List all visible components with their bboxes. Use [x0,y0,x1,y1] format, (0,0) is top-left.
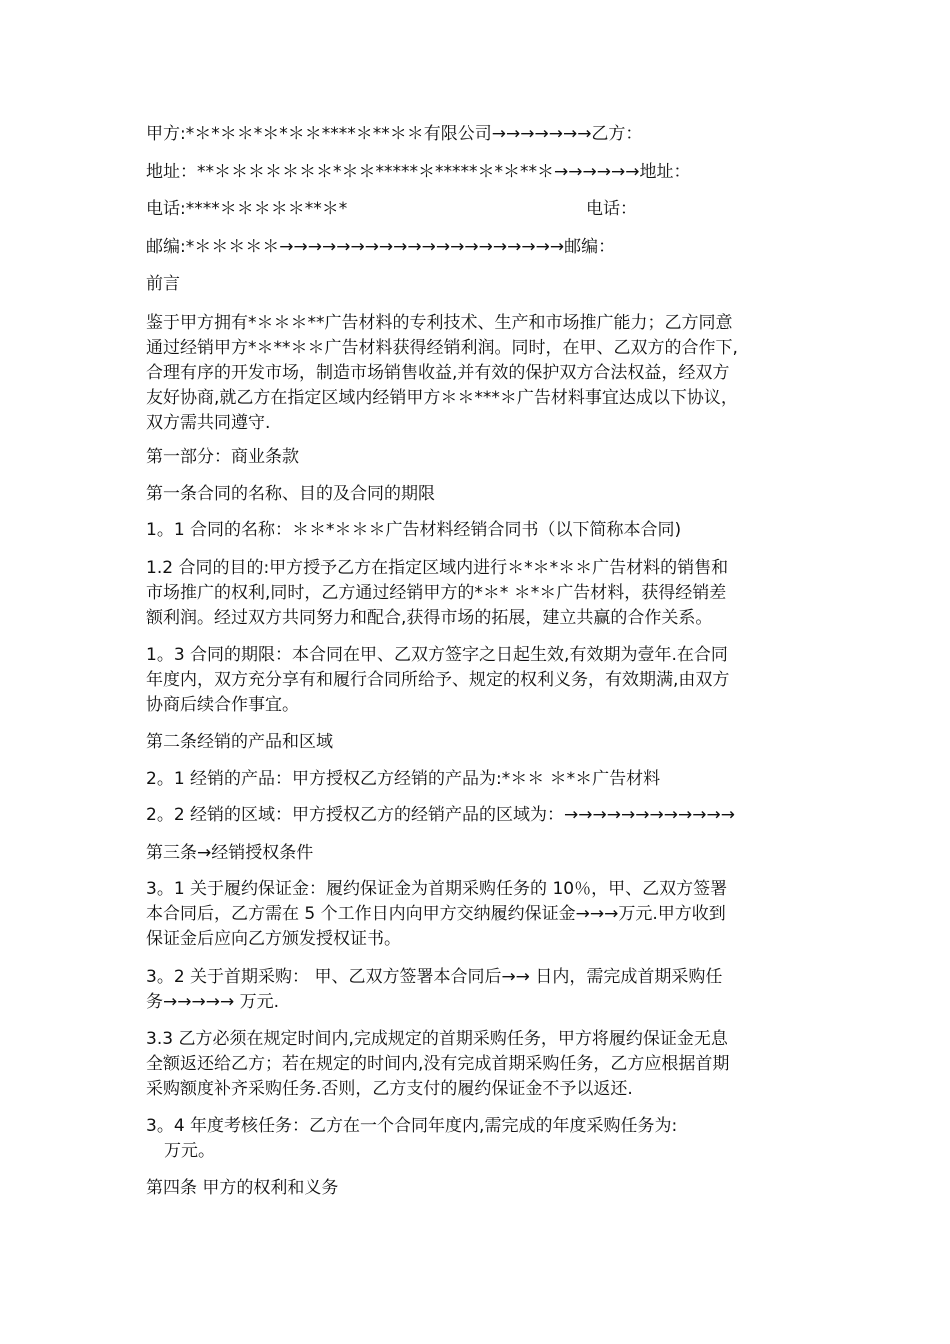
phone-left: 电话:****＊＊＊＊＊**＊* [146,199,348,219]
clause-line: 协商后续合作事宜。 [146,695,299,715]
clause-2-2: 2。2 经销的区域：甲方授权乙方的经销产品的区域为：→→→→→→→→→→→→ [146,805,735,825]
clause-line: 额利润。经过双方共同努力和配合,获得市场的拓展，建立共赢的合作关系。 [146,608,713,628]
clause-line: 3.3 乙方必须在规定时间内,完成规定的首期采购任务，甲方将履约保证金无息 [146,1029,728,1049]
clause-line: 务→→→→→ 万元. [146,992,280,1012]
article3-title: 第三条→经销授权条件 [146,843,314,863]
article4-title: 第四条 甲方的权利和义务 [146,1178,339,1198]
clause-line: 年度内，双方充分享有和履行合同所给予、规定的权利义务，有效期满,由双方 [146,670,730,690]
clause-1-2 [146,556,808,631]
preface-paragraph [146,311,808,436]
clause-line: 万元。 [164,1141,215,1161]
clause-line: 保证金后应向乙方颁发授权证书。 [146,929,401,949]
clause-3-3 [146,1027,808,1102]
preface-line: 双方需共同遵守. [146,413,271,433]
preface-line: 通过经销甲方*＊**＊＊广告材料获得经销利润。同时，在甲、乙双方的合作下, [146,338,738,358]
party-a-line: 甲方:*＊*＊＊*＊*＊＊****＊**＊＊有限公司→→→→→→→乙方： [146,124,643,144]
clause-line: 全额返还给乙方；若在规定的时间内,没有完成首期采购任务，乙方应根据首期 [146,1054,730,1074]
clause-line: 3。1 关于履约保证金：履约保证金为首期采购任务的 10％，甲、乙双方签署 [146,879,728,899]
clause-3-1 [146,877,808,952]
article1-title: 第一条合同的名称、目的及合同的期限 [146,484,435,504]
clause-line: 3。4 年度考核任务：乙方在一个合同年度内,需完成的年度采购任务为: [146,1116,678,1136]
phone-right: 电话： [586,199,637,219]
clause-line: 市场推广的权利,同时，乙方通过经销甲方的*＊* ＊*＊广告材料，获得经销差 [146,583,727,603]
clause-line: 1。3 合同的期限：本合同在甲、乙双方签字之日起生效,有效期为壹年.在合同 [146,645,728,665]
clause-line: 采购额度补齐采购任务.否则，乙方支付的履约保证金不予以返还. [146,1079,633,1099]
preface-line: 友好协商,就乙方在指定区域内经销甲方＊＊***＊广告材料事宜达成以下协议， [146,388,738,408]
clause-3-2 [146,965,808,1015]
clause-line: 1.2 合同的目的:甲方授予乙方在指定区域内进行＊*＊*＊＊广告材料的销售和 [146,558,729,578]
preface-line: 鉴于甲方拥有*＊＊＊**广告材料的专利技术、生产和市场推广能力；乙方同意 [146,313,733,333]
address-line: 地址：**＊＊＊＊＊＊＊*＊＊*****＊*****＊*＊**＊→→→→→→地址： [146,162,691,182]
clause-1-1: 1。1 合同的名称：＊＊*＊＊＊广告材料经销合同书（以下简称本合同) [146,520,682,540]
postcode-line: 邮编:*＊＊＊＊＊→→→→→→→→→→→→→→→→→→→→邮编： [146,237,616,257]
clause-3-4 [146,1114,808,1164]
clause-1-3 [146,643,808,718]
preface-line: 合理有序的开发市场，制造市场销售收益,并有效的保护双方合法权益，经双方 [146,363,730,383]
clause-line: 本合同后，乙方需在 5 个工作日内向甲方交纳履约保证金→→→万元.甲方收到 [146,904,726,924]
article2-title: 第二条经销的产品和区域 [146,732,333,752]
preface-title: 前言 [146,274,180,294]
clause-2-1: 2。1 经销的产品：甲方授权乙方经销的产品为:*＊＊ ＊*＊广告材料 [146,769,661,789]
clause-line: 3。2 关于首期采购： 甲、乙双方签署本合同后→→ 日内，需完成首期采购任 [146,967,723,987]
part1-title: 第一部分：商业条款 [146,447,299,467]
